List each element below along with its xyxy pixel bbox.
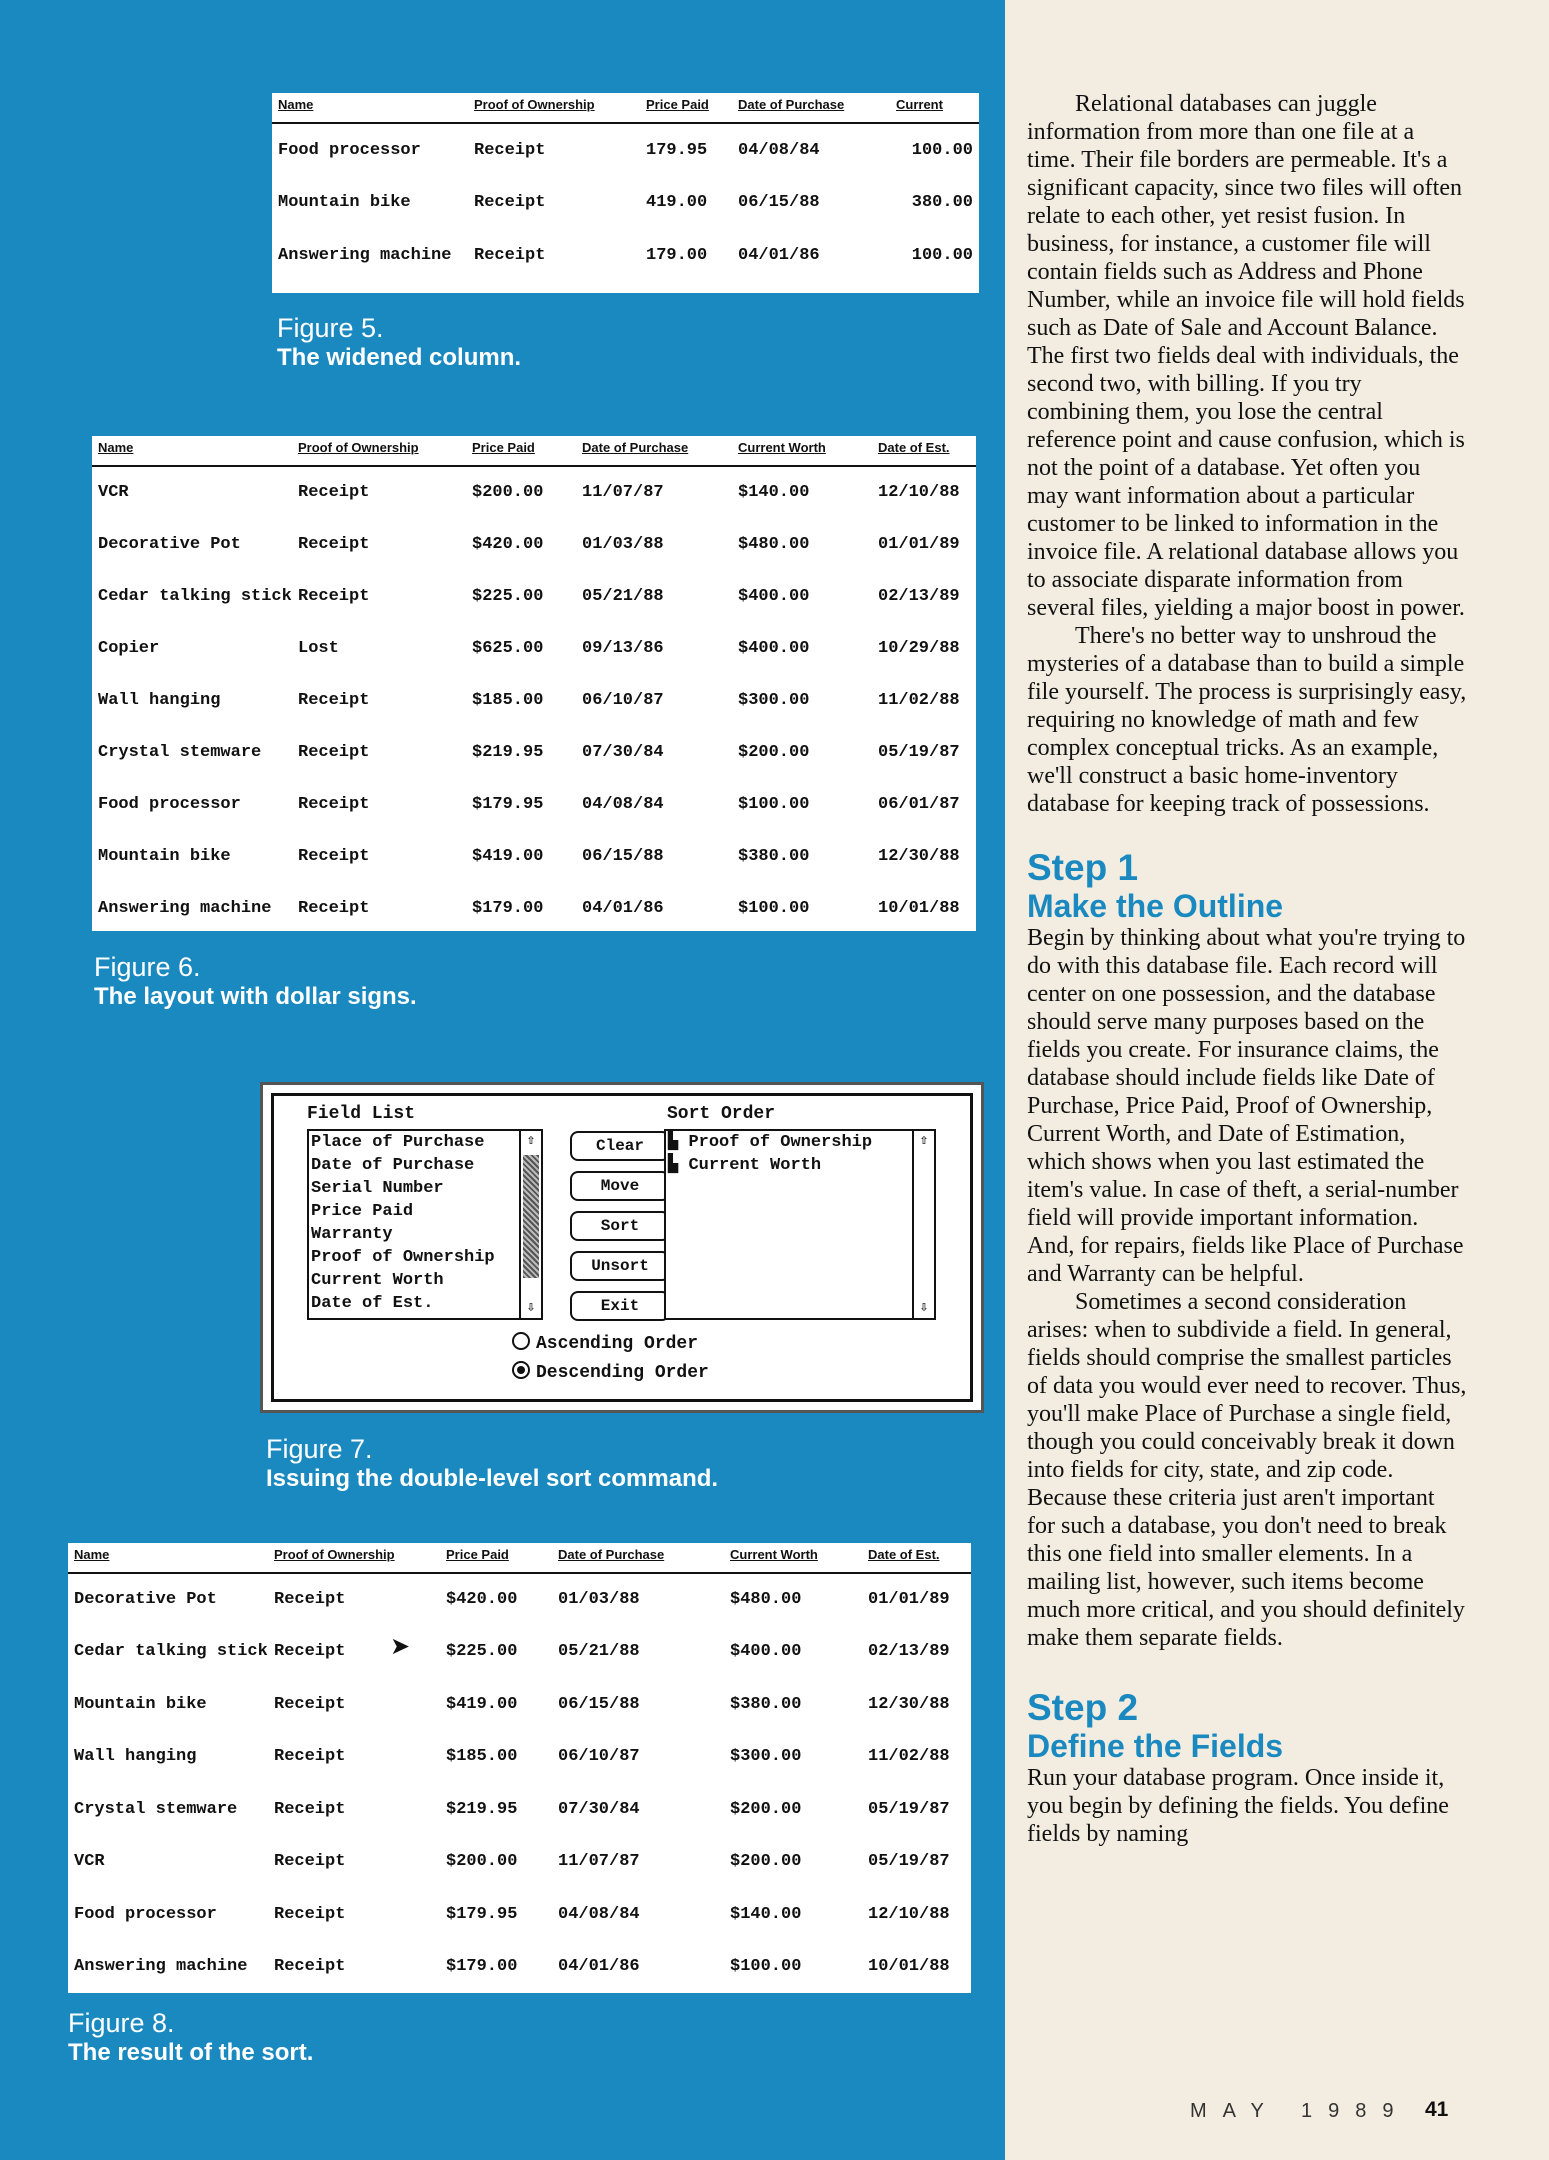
figure6-table xyxy=(92,436,976,931)
table-cell: 10/01/88 xyxy=(878,898,960,918)
table-cell: 100.00 xyxy=(911,246,973,265)
table-cell: Receipt xyxy=(274,1590,346,1610)
table-cell: $225.00 xyxy=(472,586,544,606)
table-cell: Receipt xyxy=(298,483,370,502)
step2-title: Define the Fields xyxy=(1027,1728,1284,1764)
table-cell: Receipt xyxy=(298,534,370,554)
table-cell: 02/13/89 xyxy=(868,1642,950,1662)
table-row xyxy=(92,726,976,778)
table-cell: Receipt xyxy=(274,1747,346,1767)
article-paragraph: There's no better way to unshroud the mysteries of a database than to build a simple file yourself. The process is surprisingly easy, requiring no knowledge of math and few complex conceptual tricks. As an example, we'll construct a basic home-inventory database for keeping track of possessions. xyxy=(1027,623,1467,817)
table-cell: Receipt xyxy=(298,794,370,814)
page-number: 41 xyxy=(1425,2098,1449,2121)
table-cell: 07/30/84 xyxy=(558,1799,640,1819)
table-cell: Receipt xyxy=(298,846,370,866)
table-cell: $625.00 xyxy=(472,638,544,658)
figure7-caption-num: Figure 7. xyxy=(266,1434,373,1464)
table-cell: 01/01/89 xyxy=(878,534,960,554)
move-button[interactable]: Move xyxy=(570,1171,670,1201)
field-list-item[interactable]: Date of Est. xyxy=(311,1294,434,1313)
ascending-radio[interactable] xyxy=(512,1332,698,1354)
table-cell: 06/15/88 xyxy=(738,193,820,212)
figure8-caption xyxy=(68,2007,313,2068)
table-cell: 05/21/88 xyxy=(582,586,664,606)
table-cell: 05/19/87 xyxy=(868,1799,950,1819)
column-header: Proof of Ownership xyxy=(268,1543,440,1573)
field-list-item[interactable]: Price Paid xyxy=(311,1202,414,1221)
table-cell: Answering machine xyxy=(98,898,272,918)
column-header: Price Paid xyxy=(640,93,732,123)
table-cell: 06/15/88 xyxy=(582,846,664,866)
table-cell: 380.00 xyxy=(911,193,973,212)
table-cell: $419.00 xyxy=(446,1694,518,1714)
table-row xyxy=(68,1783,971,1836)
sort-direction-icon: ▙ xyxy=(668,1156,689,1175)
sort-order-box[interactable] xyxy=(664,1129,936,1320)
table-cell: $219.95 xyxy=(446,1799,518,1819)
table-cell: Food processor xyxy=(98,794,241,814)
table-cell: $100.00 xyxy=(738,898,810,918)
table-cell: $225.00 xyxy=(446,1642,518,1662)
column-header: Date of Est. xyxy=(872,436,976,466)
table-cell: $179.00 xyxy=(472,898,544,918)
table-cell: 06/10/87 xyxy=(558,1747,640,1767)
table-row xyxy=(92,778,976,830)
column-header: Name xyxy=(92,436,292,466)
table-cell: $200.00 xyxy=(446,1852,518,1872)
table-row xyxy=(92,674,976,726)
field-list-item[interactable]: Proof of Ownership xyxy=(311,1248,495,1267)
table-cell: $400.00 xyxy=(738,586,810,606)
article-column xyxy=(1027,90,1467,1848)
issue-date: MAY 1989 xyxy=(1190,2100,1410,2122)
table-cell: $419.00 xyxy=(472,846,544,866)
table-cell: 04/08/84 xyxy=(582,794,664,814)
table-cell: Receipt xyxy=(474,193,546,212)
table-row xyxy=(68,1941,971,1994)
field-list-item[interactable]: Warranty xyxy=(311,1225,393,1244)
table-cell: 06/10/87 xyxy=(582,690,664,710)
table-cell: Cedar talking stick xyxy=(74,1642,268,1662)
table-cell: $179.95 xyxy=(446,1904,518,1924)
sort-order-scrollbar[interactable] xyxy=(912,1131,934,1318)
table-cell: Food processor xyxy=(74,1904,217,1924)
table-row xyxy=(68,1573,971,1626)
table-cell: 179.00 xyxy=(646,246,708,265)
table-cell: Receipt xyxy=(298,690,370,710)
step1-heading: Step 1 xyxy=(1027,847,1139,888)
field-list-item[interactable]: Current Worth xyxy=(311,1271,444,1290)
table-row xyxy=(92,518,976,570)
arrow-cursor-icon: ➤ xyxy=(390,1634,411,1660)
table-cell: Receipt xyxy=(474,246,546,265)
table-cell: Lost xyxy=(298,638,339,658)
column-header: Name xyxy=(272,93,468,123)
table-cell: 11/07/87 xyxy=(558,1852,640,1872)
table-cell: 11/07/87 xyxy=(582,483,664,502)
sort-order-items xyxy=(666,1131,912,1177)
table-cell: VCR xyxy=(74,1852,105,1872)
table-cell: $185.00 xyxy=(472,690,544,710)
field-list-item[interactable]: Serial Number xyxy=(311,1179,444,1198)
column-header: Price Paid xyxy=(440,1543,552,1573)
sort-dialog-frame xyxy=(271,1093,973,1402)
table-cell: 05/19/87 xyxy=(868,1852,950,1872)
table-cell: $140.00 xyxy=(738,483,810,502)
column-header: Name xyxy=(68,1543,268,1573)
figure5-caption-desc: The widened column. xyxy=(277,344,522,372)
article-paragraph: Relational databases can juggle information from more than one file at a time. Their file borders are permeable. It's a significant capacity, since two files will often relate to each other, yet resist fusion. In business, for instance, a customer file will contain fields such as Address and Phone Number, while an invoice file will hold fields such as Date of Sale and Account Balance. The first two fields deal with individuals, the second two, with billing. If you try combining them, you lose the central reference point and cause confusion, which is not the point of a database. Yet often you may want information about a particular customer to be linked to information in the invoice file. A relational database allows you to associate disparate information from several files, yielding a major boost in power. xyxy=(1027,91,1465,621)
table-cell: 04/01/86 xyxy=(558,1957,640,1977)
table-cell: $400.00 xyxy=(738,638,810,658)
table-cell: Wall hanging xyxy=(98,690,221,710)
table-cell: 04/08/84 xyxy=(738,140,820,160)
field-list-box[interactable] xyxy=(307,1129,543,1320)
table-cell: 06/15/88 xyxy=(558,1694,640,1714)
descending-label: Descending Order xyxy=(536,1363,709,1383)
table-cell: $200.00 xyxy=(738,742,810,762)
table-cell: 04/01/86 xyxy=(582,898,664,918)
table-cell: $380.00 xyxy=(738,846,810,866)
table-cell: 06/01/87 xyxy=(878,794,960,814)
column-header: Date of Purchase xyxy=(732,93,890,123)
column-header: Current Worth xyxy=(724,1543,862,1573)
table-cell: 419.00 xyxy=(646,193,708,212)
table-row xyxy=(92,466,976,518)
table-cell: 11/02/88 xyxy=(878,690,960,710)
column-header: Proof of Ownership xyxy=(468,93,640,123)
table-row xyxy=(68,1678,971,1731)
table-cell: $185.00 xyxy=(446,1747,518,1767)
table-cell: 05/21/88 xyxy=(558,1642,640,1662)
article-paragraph: Sometimes a second consideration arises: when to subdivide a field. In general, fields should comprise the smallest particles of data you would ever need to recover. Thus, you'll make Place of Purchase a single field, though you could conceivably break it down into fields for city, state, and zip code. Because these criteria just aren't important for such a database, you don't need to break this one field into smaller elements. In a mailing list, however, such items become much more critical, and you should definitely make them separate fields. xyxy=(1027,1289,1467,1651)
table-cell: 01/01/89 xyxy=(868,1590,950,1610)
table-cell: $179.95 xyxy=(472,794,544,814)
sort-button[interactable]: Sort xyxy=(570,1211,670,1241)
table-cell: Crystal stemware xyxy=(74,1799,238,1819)
table-cell: 100.00 xyxy=(911,140,973,160)
table-cell: Answering machine xyxy=(278,246,452,265)
table-cell: Wall hanging xyxy=(74,1747,197,1767)
table-cell: $380.00 xyxy=(730,1694,802,1714)
table-cell: Receipt xyxy=(274,1904,346,1924)
table-row xyxy=(272,176,979,229)
table-cell: $100.00 xyxy=(730,1957,802,1977)
table-cell: 12/30/88 xyxy=(868,1694,950,1714)
table-row xyxy=(68,1888,971,1941)
table-cell: $200.00 xyxy=(472,483,544,502)
column-header: Date of Est. xyxy=(862,1543,971,1573)
article-paragraph: Run your database program. Once inside it, you begin by defining the fields. You define fields by naming xyxy=(1027,1765,1449,1847)
table-cell: $480.00 xyxy=(730,1590,802,1610)
field-list-scrollbar[interactable] xyxy=(519,1131,541,1318)
table-cell: 09/13/86 xyxy=(582,638,664,658)
sort-order-label: Proof of Ownership xyxy=(688,1133,873,1152)
scroll-down-icon[interactable]: ⇩ xyxy=(919,1300,929,1316)
table-row xyxy=(68,1626,971,1679)
table-row xyxy=(272,229,979,282)
column-header: Current Worth xyxy=(732,436,872,466)
table-cell: Receipt xyxy=(474,140,546,160)
table-cell: $420.00 xyxy=(472,534,544,554)
sort-order-item[interactable] xyxy=(666,1154,912,1177)
unsort-button[interactable]: Unsort xyxy=(570,1251,670,1281)
table-cell: 07/30/84 xyxy=(582,742,664,762)
table-cell: 02/13/89 xyxy=(878,586,960,606)
figure6-caption xyxy=(94,951,417,1012)
scroll-up-icon[interactable]: ⇧ xyxy=(526,1133,536,1149)
table-cell: 11/02/88 xyxy=(868,1747,950,1767)
table-cell: $300.00 xyxy=(730,1747,802,1767)
descending-radio[interactable] xyxy=(512,1361,709,1383)
table-cell: 05/19/87 xyxy=(878,742,960,762)
scroll-up-icon[interactable]: ⇧ xyxy=(919,1133,929,1149)
sort-order-item[interactable] xyxy=(666,1131,912,1154)
table-cell: $219.95 xyxy=(472,742,544,762)
table-cell: $140.00 xyxy=(730,1904,802,1924)
table-cell: Receipt xyxy=(298,742,370,762)
table-cell: Receipt xyxy=(274,1642,346,1662)
field-list-items xyxy=(309,1131,519,1315)
ascending-label: Ascending Order xyxy=(536,1334,699,1354)
figure8-caption-num: Figure 8. xyxy=(68,2008,175,2038)
column-header: Price Paid xyxy=(466,436,576,466)
step2-heading: Step 2 xyxy=(1027,1687,1139,1728)
table-cell: Receipt xyxy=(298,586,370,606)
table-cell: $179.00 xyxy=(446,1957,518,1977)
table-cell: Copier xyxy=(98,638,160,658)
table-cell: $480.00 xyxy=(738,534,810,554)
table-cell: Receipt xyxy=(274,1957,346,1977)
sort-dialog xyxy=(260,1082,984,1413)
table-cell: VCR xyxy=(98,483,129,502)
table-cell: 12/10/88 xyxy=(878,483,960,502)
radio-on-icon xyxy=(512,1361,530,1379)
exit-button[interactable]: Exit xyxy=(570,1291,670,1321)
table-cell: 01/03/88 xyxy=(558,1590,640,1610)
sort-order-label: Sort Order xyxy=(667,1104,776,1124)
figure7-caption-desc: Issuing the double-level sort command. xyxy=(266,1465,719,1493)
table-cell: 04/08/84 xyxy=(558,1904,640,1924)
table-cell: $420.00 xyxy=(446,1590,518,1610)
table-row xyxy=(92,622,976,674)
table-cell: $200.00 xyxy=(730,1799,802,1819)
field-list-item[interactable]: Date of Purchase xyxy=(311,1156,475,1175)
table-cell: 10/29/88 xyxy=(878,638,960,658)
scroll-down-icon[interactable]: ⇩ xyxy=(526,1300,536,1316)
column-header: Date of Purchase xyxy=(576,436,732,466)
figure5-caption-num: Figure 5. xyxy=(277,313,384,343)
column-header: Proof of Ownership xyxy=(292,436,466,466)
table-cell: Mountain bike xyxy=(98,846,231,866)
figure5-table xyxy=(272,93,979,293)
clear-button[interactable]: Clear xyxy=(570,1131,670,1161)
table-cell: 179.95 xyxy=(646,140,708,160)
figure6-caption-num: Figure 6. xyxy=(94,952,201,982)
figure7-caption xyxy=(266,1433,718,1494)
scroll-track xyxy=(523,1155,539,1278)
radio-off-icon xyxy=(512,1332,530,1350)
table-cell: 12/30/88 xyxy=(878,846,960,866)
sort-direction-icon: ▙ xyxy=(668,1133,689,1152)
figure5-caption xyxy=(277,312,521,373)
figure6-caption-desc: The layout with dollar signs. xyxy=(94,983,417,1011)
table-cell: $300.00 xyxy=(738,690,810,710)
table-cell: Receipt xyxy=(274,1799,346,1819)
step1-title: Make the Outline xyxy=(1027,888,1284,924)
table-cell: 04/01/86 xyxy=(738,246,820,265)
table-cell: 01/03/88 xyxy=(582,534,664,554)
table-cell: Decorative Pot xyxy=(98,534,241,554)
table-row xyxy=(92,570,976,622)
table-cell: Answering machine xyxy=(74,1957,248,1977)
table-cell: Mountain bike xyxy=(74,1694,207,1714)
table-cell: $100.00 xyxy=(738,794,810,814)
field-list-item[interactable]: Place of Purchase xyxy=(311,1133,485,1152)
table-cell: 10/01/88 xyxy=(868,1957,950,1977)
figure8-caption-desc: The result of the sort. xyxy=(68,2039,314,2067)
table-row xyxy=(272,123,979,176)
table-row xyxy=(92,882,976,934)
column-header: Current xyxy=(890,93,979,123)
field-list-label: Field List xyxy=(307,1104,416,1124)
table-cell: $200.00 xyxy=(730,1852,802,1872)
sort-order-label: Current Worth xyxy=(688,1156,822,1175)
table-cell: Receipt xyxy=(298,898,370,918)
table-row xyxy=(92,830,976,882)
table-cell: Food processor xyxy=(278,140,421,160)
table-cell: Mountain bike xyxy=(278,193,411,212)
table-cell: Crystal stemware xyxy=(98,742,262,762)
table-cell: 12/10/88 xyxy=(868,1904,950,1924)
table-cell: Decorative Pot xyxy=(74,1590,217,1610)
table-row xyxy=(68,1731,971,1784)
table-row xyxy=(68,1836,971,1889)
column-header: Date of Purchase xyxy=(552,1543,724,1573)
figure8-table xyxy=(68,1543,971,1993)
article-paragraph: Begin by thinking about what you're trying to do with this database file. Each record will center on one possession, and the database should serve many purposes based on the fields you create. For insurance claims, the database should include fields like Date of Purchase, Price Paid, Proof of Ownership, Current Worth, and Date of Estimation, which shows when you last estimated the item's value. In case of theft, a serial-number field will provide important information. And, for repairs, fields like Place of Purchase and Warranty can be helpful. xyxy=(1027,925,1466,1287)
table-cell: Receipt xyxy=(274,1852,346,1872)
table-cell: $400.00 xyxy=(730,1642,802,1662)
table-cell: Cedar talking stick xyxy=(98,586,292,606)
table-cell: Receipt xyxy=(274,1694,346,1714)
